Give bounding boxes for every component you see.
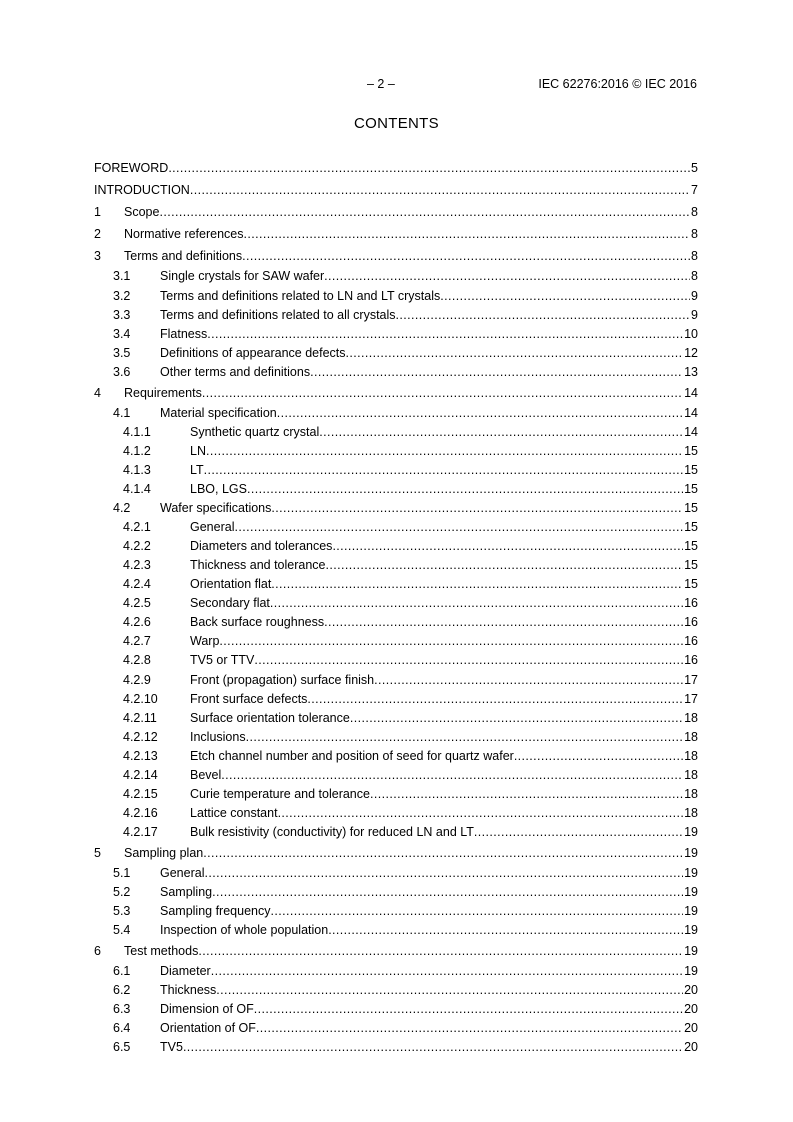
toc-entry-number: 5.4 <box>113 923 131 938</box>
toc-entry-title: Front (propagation) surface finish <box>190 671 374 690</box>
toc-entry[interactable] <box>94 461 698 480</box>
toc-entry-line <box>190 728 698 747</box>
toc-entry-title: Sampling <box>160 883 212 902</box>
toc-entry-title: Bulk resistivity (conductivity) for reduced LN and LT <box>190 823 474 842</box>
toc-entry-line <box>160 344 698 363</box>
toc-entry[interactable] <box>94 245 698 267</box>
toc-entry-page: 7 <box>691 183 698 198</box>
toc-entry-title: Material specification <box>160 404 277 423</box>
toc-entry-line <box>124 382 698 404</box>
toc-entry-title: Dimension of OF <box>160 1000 254 1019</box>
toc-entry-number: 6 <box>94 944 101 959</box>
toc-entry-page: 14 <box>684 405 698 420</box>
toc-entry-title: Secondary flat <box>190 594 270 613</box>
toc-entry-line <box>160 1000 698 1019</box>
toc-entry-title: INTRODUCTION <box>94 179 190 201</box>
toc-entry-page: 17 <box>684 691 698 706</box>
toc-entry-line <box>190 747 698 766</box>
toc-entry-title: Terms and definitions related to all crystals <box>160 306 396 325</box>
toc-entry-page: 16 <box>684 653 698 668</box>
toc-entry-page: 8 <box>691 269 698 284</box>
toc-entry-page: 15 <box>684 462 698 477</box>
dot-leader <box>324 613 683 632</box>
toc-entry[interactable] <box>94 728 698 747</box>
toc-entry-title: Normative references <box>124 223 244 245</box>
toc-entry-page: 18 <box>684 710 698 725</box>
toc-entry-line <box>190 594 698 613</box>
toc-entry-line <box>160 962 698 981</box>
dot-leader <box>246 728 684 747</box>
dot-leader <box>203 842 683 864</box>
toc-entry[interactable] <box>94 766 698 785</box>
toc-entry-page: 19 <box>684 866 698 881</box>
toc-entry-line <box>160 287 698 306</box>
dot-leader <box>278 804 684 823</box>
toc-entry-number: 4.2 <box>113 501 131 516</box>
toc-entry-page: 18 <box>684 767 698 782</box>
dot-leader <box>271 575 683 594</box>
dot-leader <box>204 461 683 480</box>
toc-entry-title: Back surface roughness <box>190 613 324 632</box>
toc-entry-line <box>160 404 698 423</box>
toc-entry[interactable] <box>94 223 698 245</box>
toc-entry-number: 5 <box>94 845 101 860</box>
dot-leader <box>206 442 683 461</box>
toc-entry-number: 4.1 <box>113 405 131 420</box>
toc-entry-line <box>190 480 698 499</box>
toc-entry-page: 19 <box>684 824 698 839</box>
toc-entry-page: 20 <box>684 1040 698 1055</box>
toc-entry[interactable] <box>94 499 698 518</box>
toc-entry-line <box>124 842 698 864</box>
toc-entry-page: 20 <box>684 983 698 998</box>
toc-entry-number: 4.2.7 <box>123 634 151 649</box>
dot-leader <box>326 556 684 575</box>
toc-entry-page: 16 <box>684 634 698 649</box>
toc-entry[interactable] <box>94 287 698 306</box>
toc-entry-page: 15 <box>684 443 698 458</box>
toc-entry-number: 4 <box>94 385 101 400</box>
toc-entry-title: Orientation flat <box>190 575 271 594</box>
toc-entry-number: 4.2.12 <box>123 729 158 744</box>
dot-leader <box>332 537 683 556</box>
toc-entry-line <box>160 883 698 902</box>
toc-entry-number: 5.3 <box>113 904 131 919</box>
toc-entry-line <box>160 267 698 286</box>
toc-entry-number: 6.5 <box>113 1040 131 1055</box>
dot-leader <box>256 1019 683 1038</box>
toc-entry-line <box>190 575 698 594</box>
dot-leader <box>247 480 683 499</box>
toc-entry-number: 4.2.8 <box>123 653 151 668</box>
toc-entry[interactable] <box>94 671 698 690</box>
toc-entry-line <box>160 921 698 940</box>
toc-entry-page: 16 <box>684 615 698 630</box>
toc-entry-number: 4.2.14 <box>123 767 158 782</box>
toc-entry-line <box>160 902 698 921</box>
toc-entry-page: 20 <box>684 1021 698 1036</box>
toc-entry-line <box>160 325 698 344</box>
toc-entry-line <box>190 556 698 575</box>
toc-entry[interactable] <box>94 690 698 709</box>
toc-entry-title: FOREWORD <box>94 157 168 179</box>
dot-leader <box>254 1000 683 1019</box>
dot-leader <box>159 201 690 223</box>
dot-leader <box>212 883 683 902</box>
toc-entry[interactable] <box>94 363 698 382</box>
toc-entry[interactable] <box>94 404 698 423</box>
toc-entry-title: LN <box>190 442 206 461</box>
dot-leader <box>319 423 683 442</box>
toc-entry[interactable] <box>94 883 698 902</box>
toc-entry-line <box>160 363 698 382</box>
toc-entry-page: 8 <box>691 227 698 242</box>
dot-leader <box>474 823 683 842</box>
toc-entry-line <box>124 940 698 962</box>
toc-entry[interactable] <box>94 940 698 962</box>
toc-entry-title: Definitions of appearance defects <box>160 344 346 363</box>
toc-entry-title: Bevel <box>190 766 221 785</box>
toc-entry[interactable] <box>94 1019 698 1038</box>
toc-entry-title: TV5 <box>160 1038 183 1057</box>
toc-entry-number: 3.6 <box>113 364 131 379</box>
toc-entry[interactable] <box>94 325 698 344</box>
toc-entry[interactable] <box>94 902 698 921</box>
toc-entry[interactable] <box>94 709 698 728</box>
toc-entry-number: 4.2.1 <box>123 520 151 535</box>
toc-entry-line <box>160 306 698 325</box>
toc-entry-title: Orientation of OF <box>160 1019 256 1038</box>
toc-entry-line <box>190 613 698 632</box>
toc-entry-number: 4.2.9 <box>123 672 151 687</box>
dot-leader <box>324 267 690 286</box>
toc-entry[interactable] <box>94 594 698 613</box>
toc-entry-line <box>190 804 698 823</box>
toc-entry-line <box>160 499 698 518</box>
dot-leader <box>270 902 683 921</box>
toc-entry-page: 19 <box>684 904 698 919</box>
toc-entry-line <box>160 1038 698 1057</box>
toc-entry-line <box>124 245 698 267</box>
dot-leader <box>328 921 683 940</box>
toc-entry-title: Diameters and tolerances <box>190 537 332 556</box>
toc-entry-page: 18 <box>684 786 698 801</box>
toc-entry-title: Single crystals for SAW wafer <box>160 267 324 286</box>
toc-entry[interactable] <box>94 651 698 670</box>
toc-entry-title: LT <box>190 461 204 480</box>
document-reference: IEC 62276:2016 © IEC 2016 <box>538 77 697 91</box>
dot-leader <box>202 382 683 404</box>
toc-entry-line <box>160 1019 698 1038</box>
toc-entry[interactable] <box>94 344 698 363</box>
dot-leader <box>254 651 683 670</box>
dot-leader <box>270 594 683 613</box>
toc-entry[interactable] <box>94 842 698 864</box>
toc-entry-page: 19 <box>684 964 698 979</box>
toc-entry-page: 15 <box>684 577 698 592</box>
toc-entry-title: Scope <box>124 201 159 223</box>
toc-entry[interactable] <box>94 823 698 842</box>
dot-leader <box>307 690 683 709</box>
toc-entry-page: 15 <box>684 501 698 516</box>
toc-entry-page: 15 <box>684 558 698 573</box>
toc-entry-page: 15 <box>684 520 698 535</box>
toc-entry-page: 18 <box>684 748 698 763</box>
toc-entry-line <box>190 671 698 690</box>
toc-entry-number: 3.3 <box>113 307 131 322</box>
toc-entry-line <box>94 179 698 201</box>
toc-entry-page: 19 <box>684 923 698 938</box>
contents-title: CONTENTS <box>354 115 439 132</box>
toc-entry-title: Test methods <box>124 940 198 962</box>
toc-entry-page: 9 <box>691 307 698 322</box>
dot-leader <box>198 940 683 962</box>
dot-leader <box>277 404 683 423</box>
toc-entry[interactable] <box>94 747 698 766</box>
toc-entry-title: Etch channel number and position of seed for quartz wafer <box>190 747 514 766</box>
toc-entry[interactable] <box>94 423 698 442</box>
toc-entry-line <box>124 223 698 245</box>
dot-leader <box>168 157 690 179</box>
toc-entry[interactable] <box>94 785 698 804</box>
toc-entry-line <box>190 423 698 442</box>
toc-entry-number: 3 <box>94 249 101 264</box>
toc-entry-number: 4.2.15 <box>123 786 158 801</box>
toc-entry-page: 14 <box>684 385 698 400</box>
toc-entry-title: Sampling frequency <box>160 902 270 921</box>
toc-entry-line <box>190 766 698 785</box>
toc-entry-number: 4.2.13 <box>123 748 158 763</box>
toc-entry-page: 10 <box>684 326 698 341</box>
toc-entry-page: 19 <box>684 944 698 959</box>
page-header <box>0 77 793 93</box>
toc-entry-title: Inclusions <box>190 728 246 747</box>
dot-leader <box>234 518 683 537</box>
toc-entry-number: 4.1.1 <box>123 424 151 439</box>
toc-entry[interactable] <box>94 962 698 981</box>
toc-entry-title: Flatness <box>160 325 207 344</box>
toc-entry-page: 19 <box>684 885 698 900</box>
toc-entry-line <box>190 461 698 480</box>
toc-entry[interactable] <box>94 981 698 1000</box>
toc-entry[interactable] <box>94 201 698 223</box>
toc-entry-title: Thickness <box>160 981 216 1000</box>
dot-leader <box>207 325 683 344</box>
toc-entry[interactable] <box>94 382 698 404</box>
toc-entry-number: 4.1.2 <box>123 443 151 458</box>
dot-leader <box>242 245 690 267</box>
page-number: – 2 – <box>367 77 395 91</box>
toc-entry-number: 3.2 <box>113 288 131 303</box>
toc-entry[interactable] <box>94 613 698 632</box>
toc-entry-line <box>190 537 698 556</box>
toc-entry-page: 15 <box>684 539 698 554</box>
dot-leader <box>221 766 683 785</box>
toc-entry[interactable] <box>94 556 698 575</box>
toc-entry-line <box>190 785 698 804</box>
toc-entry-page: 16 <box>684 596 698 611</box>
toc-entry-title: General <box>160 864 204 883</box>
dot-leader <box>350 709 683 728</box>
toc-entry[interactable] <box>94 632 698 651</box>
toc-entry[interactable] <box>94 921 698 940</box>
toc-entry-number: 4.2.4 <box>123 577 151 592</box>
toc-entry-number: 4.2.11 <box>123 710 157 725</box>
toc-entry-page: 13 <box>684 364 698 379</box>
toc-entry-title: Surface orientation tolerance <box>190 709 350 728</box>
dot-leader <box>271 499 683 518</box>
toc-entry[interactable] <box>94 179 698 201</box>
toc-entry-number: 3.1 <box>113 269 131 284</box>
toc-entry-title: Requirements <box>124 382 202 404</box>
dot-leader <box>440 287 690 306</box>
toc-entry-number: 4.2.16 <box>123 805 158 820</box>
toc-entry-page: 12 <box>684 345 698 360</box>
toc-entry-title: Warp <box>190 632 219 651</box>
dot-leader <box>204 864 683 883</box>
toc-entry-number: 5.1 <box>113 866 131 881</box>
toc-entry[interactable] <box>94 518 698 537</box>
toc-entry-number: 5.2 <box>113 885 131 900</box>
toc-entry-line <box>190 651 698 670</box>
toc-entry-line <box>94 157 698 179</box>
toc-entry-title: Diameter <box>160 962 211 981</box>
toc-entry-title: Sampling plan <box>124 842 203 864</box>
toc-entry-number: 4.1.4 <box>123 482 151 497</box>
toc-entry-title: Synthetic quartz crystal <box>190 423 319 442</box>
toc-entry-line <box>190 518 698 537</box>
toc-entry-line <box>190 690 698 709</box>
toc-entry-page: 20 <box>684 1002 698 1017</box>
toc-entry-number: 4.2.6 <box>123 615 151 630</box>
toc-entry-title: Other terms and definitions <box>160 363 310 382</box>
dot-leader <box>211 962 683 981</box>
dot-leader <box>219 632 683 651</box>
dot-leader <box>374 671 683 690</box>
dot-leader <box>190 179 690 201</box>
toc-entry-page: 9 <box>691 288 698 303</box>
toc-entry[interactable] <box>94 306 698 325</box>
dot-leader <box>244 223 691 245</box>
toc-entry-title: Wafer specifications <box>160 499 271 518</box>
dot-leader <box>310 363 683 382</box>
toc-entry-number: 3.4 <box>113 326 131 341</box>
toc-entry[interactable] <box>94 575 698 594</box>
toc-entry-page: 17 <box>684 672 698 687</box>
toc-entry-number: 4.2.10 <box>123 691 158 706</box>
toc-entry-page: 5 <box>691 161 698 175</box>
toc-entry-line <box>190 823 698 842</box>
toc-entry-number: 3.5 <box>113 345 131 360</box>
toc-entry[interactable] <box>94 157 698 179</box>
toc-entry-number: 6.1 <box>113 964 131 979</box>
toc-entry-number: 1 <box>94 205 101 220</box>
toc-entry-number: 6.4 <box>113 1021 131 1036</box>
toc-entry-line <box>190 709 698 728</box>
dot-leader <box>346 344 684 363</box>
toc-entry-line <box>124 201 698 223</box>
toc-entry-title: Terms and definitions related to LN and LT crystals <box>160 287 440 306</box>
toc-entry[interactable] <box>94 267 698 286</box>
toc-entry[interactable] <box>94 864 698 883</box>
dot-leader <box>396 306 691 325</box>
toc-entry-page: 19 <box>684 845 698 860</box>
toc-entry-number: 4.1.3 <box>123 462 151 477</box>
toc-entry-line <box>160 864 698 883</box>
toc-entry-line <box>190 442 698 461</box>
toc-entry[interactable] <box>94 480 698 499</box>
toc-entry-title: Lattice constant <box>190 804 278 823</box>
toc-entry-page: 8 <box>691 205 698 220</box>
toc-entry-title: Front surface defects <box>190 690 307 709</box>
dot-leader <box>370 785 683 804</box>
toc-entry[interactable] <box>94 804 698 823</box>
toc-entry-title: LBO, LGS <box>190 480 247 499</box>
toc-entry-page: 8 <box>691 249 698 264</box>
toc-entry-number: 6.2 <box>113 983 131 998</box>
toc-entry[interactable] <box>94 1038 698 1057</box>
toc-entry-line <box>160 981 698 1000</box>
toc-entry[interactable] <box>94 442 698 461</box>
toc-entry[interactable] <box>94 537 698 556</box>
dot-leader <box>216 981 683 1000</box>
toc-entry-title: Terms and definitions <box>124 245 242 267</box>
toc-entry-title: Curie temperature and tolerance <box>190 785 370 804</box>
toc-entry-line <box>190 632 698 651</box>
toc-entry-number: 4.2.5 <box>123 596 151 611</box>
dot-leader <box>514 747 683 766</box>
dot-leader <box>183 1038 683 1057</box>
toc-entry-title: Inspection of whole population <box>160 921 328 940</box>
toc-entry-title: TV5 or TTV <box>190 651 254 670</box>
toc-entry-number: 2 <box>94 227 101 242</box>
table-of-contents <box>94 157 698 1058</box>
toc-entry-page: 14 <box>684 424 698 439</box>
toc-entry-title: General <box>190 518 234 537</box>
toc-entry-number: 6.3 <box>113 1002 131 1017</box>
toc-entry-page: 18 <box>684 729 698 744</box>
toc-entry-number: 4.2.2 <box>123 539 151 554</box>
toc-entry-number: 4.2.3 <box>123 558 151 573</box>
toc-entry-title: Thickness and tolerance <box>190 556 326 575</box>
toc-entry-number: 4.2.17 <box>123 824 158 839</box>
toc-entry-page: 18 <box>684 805 698 820</box>
toc-entry[interactable] <box>94 1000 698 1019</box>
toc-entry-page: 15 <box>684 482 698 497</box>
